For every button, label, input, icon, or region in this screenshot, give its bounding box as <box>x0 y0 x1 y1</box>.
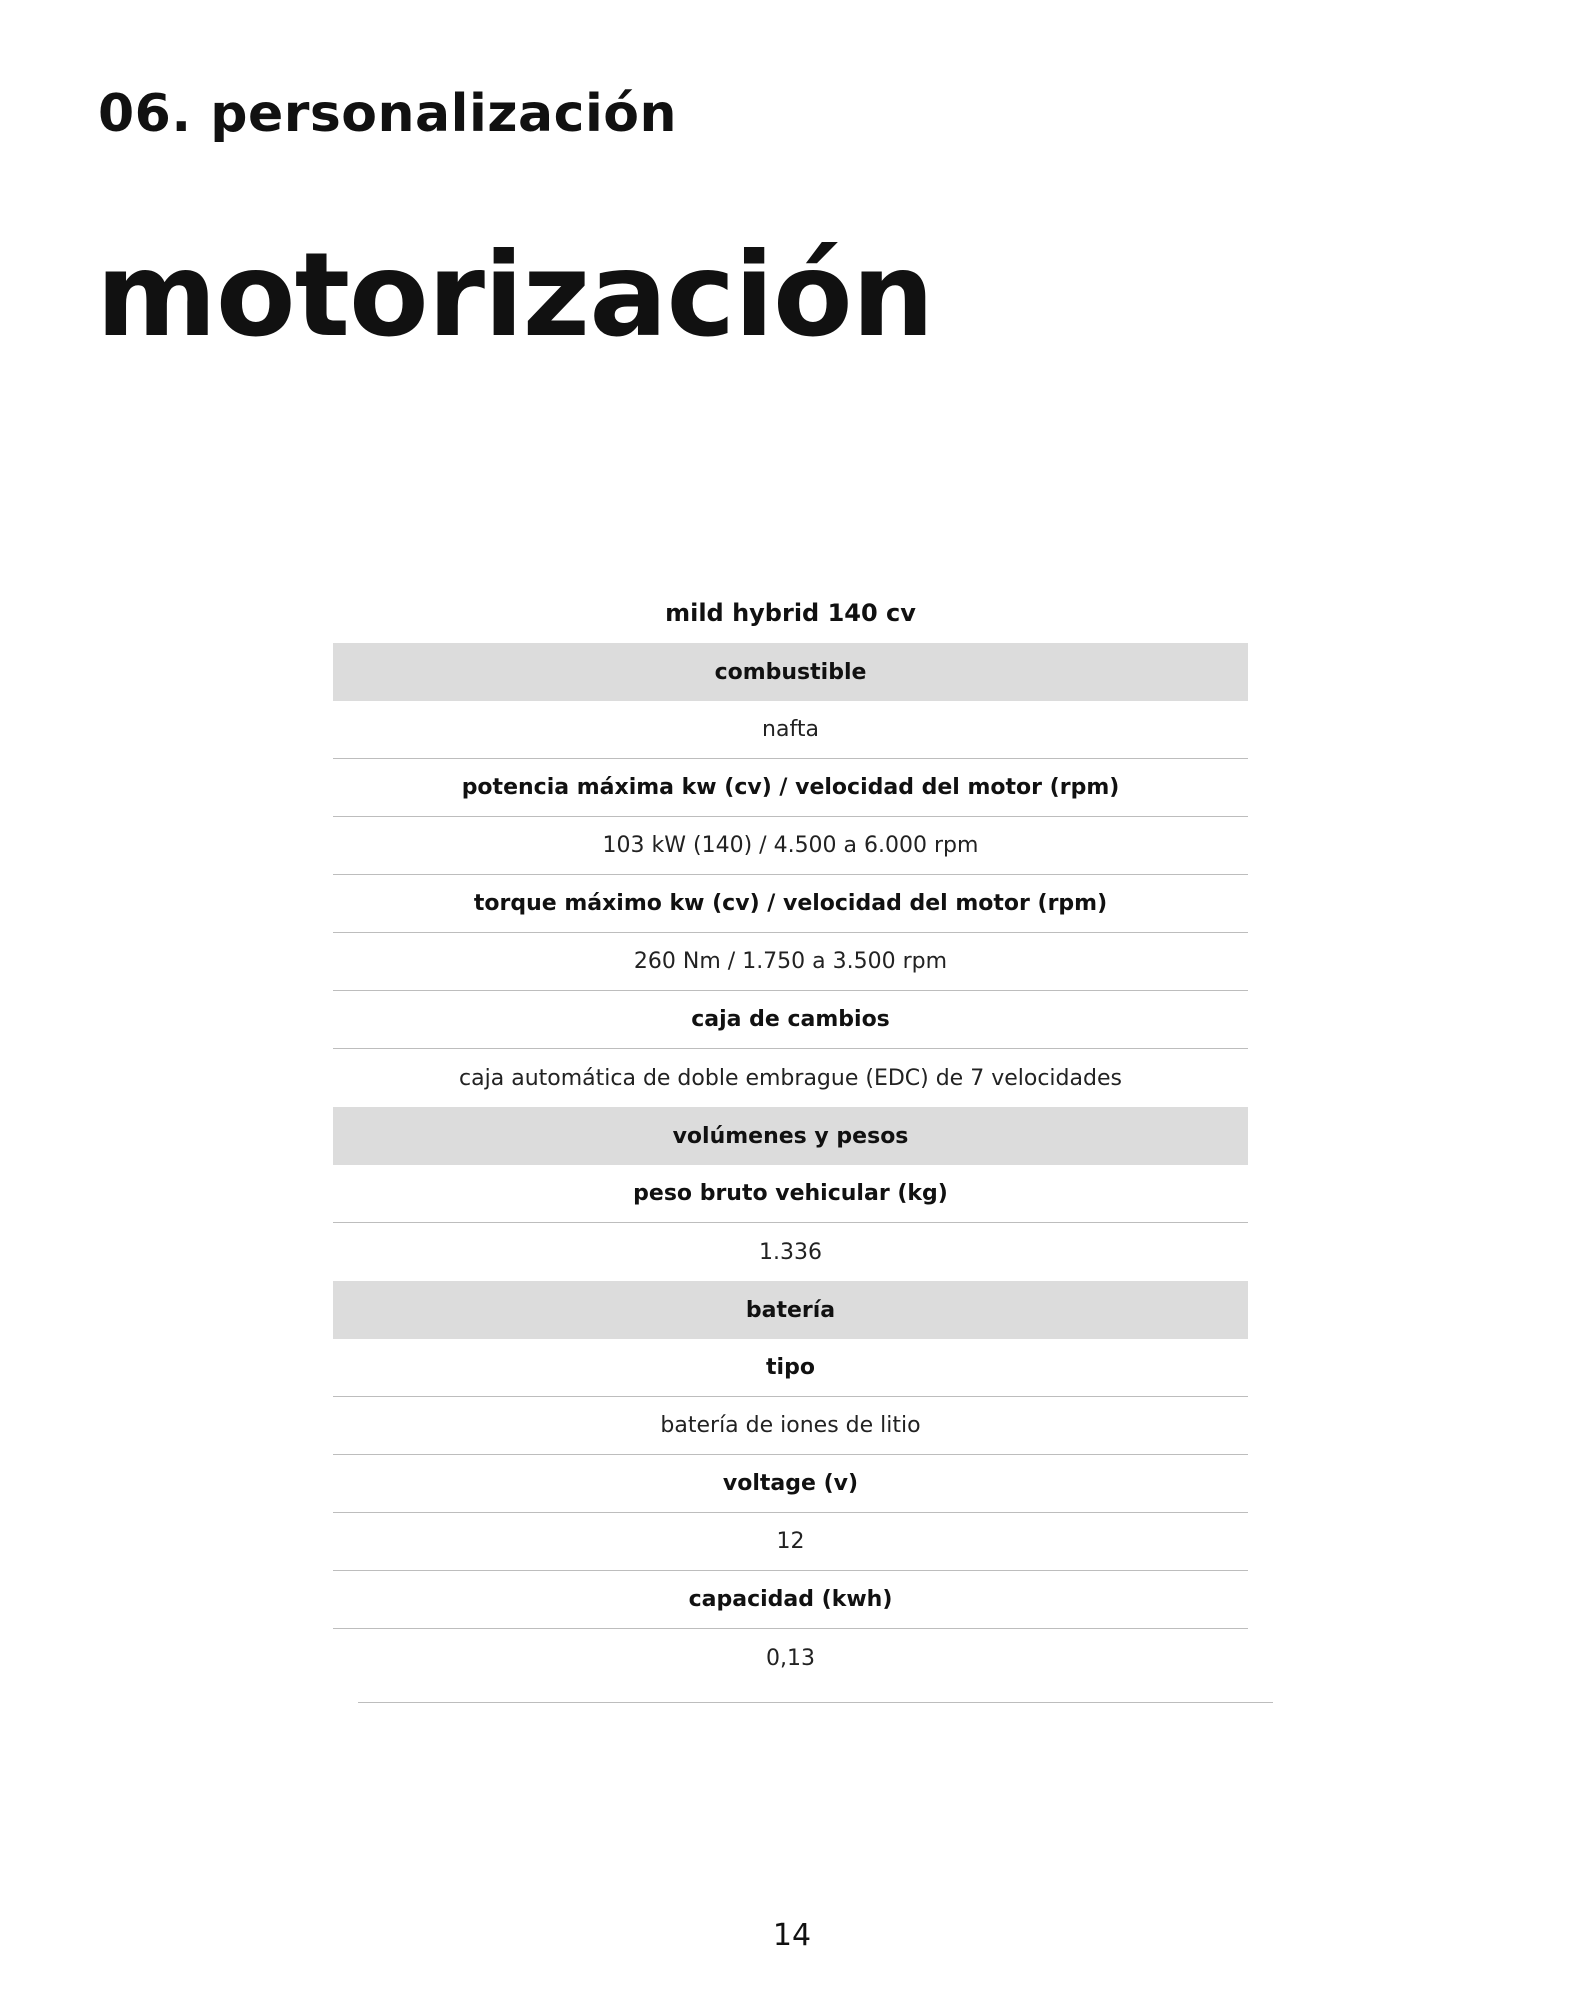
value-row-capacidad: 0,13 <box>766 1645 815 1671</box>
value-row-caja: caja automática de doble embrague (EDC) de 7 velocidades <box>459 1065 1122 1091</box>
value-row-torque: 260 Nm / 1.750 a 3.500 rpm <box>333 933 1248 991</box>
value-row-combustible: nafta <box>333 701 1248 759</box>
spec-table <box>333 583 1248 1687</box>
label-row-caja: caja de cambios <box>333 991 1248 1049</box>
section-row-volumenes: volúmenes y pesos <box>333 1107 1248 1165</box>
value-row-peso: 1.336 <box>759 1239 822 1265</box>
table-title: mild hybrid 140 cv <box>665 599 916 627</box>
label-row-peso: peso bruto vehicular (kg) <box>333 1165 1248 1223</box>
label-row-capacidad: capacidad (kwh) <box>333 1571 1248 1629</box>
value-row-potencia: 103 kW (140) / 4.500 a 6.000 rpm <box>333 817 1248 875</box>
section-label: 06. personalización <box>98 84 678 144</box>
page-number: 14 <box>772 1918 812 1953</box>
label-row-tipo: tipo <box>333 1339 1248 1397</box>
label-row-voltage: voltage (v) <box>333 1455 1248 1513</box>
table-bottom-rule <box>358 1702 1273 1703</box>
label-row-torque: torque máximo kw (cv) / velocidad del motor (rpm) <box>333 875 1248 933</box>
label-row-potencia: potencia máxima kw (cv) / velocidad del motor (rpm) <box>333 759 1248 817</box>
section-row-combustible: combustible <box>333 643 1248 701</box>
page-title: motorización <box>96 228 934 363</box>
section-row-bateria: batería <box>333 1281 1248 1339</box>
value-row-voltage: 12 <box>333 1513 1248 1571</box>
value-row-tipo: batería de iones de litio <box>333 1397 1248 1455</box>
